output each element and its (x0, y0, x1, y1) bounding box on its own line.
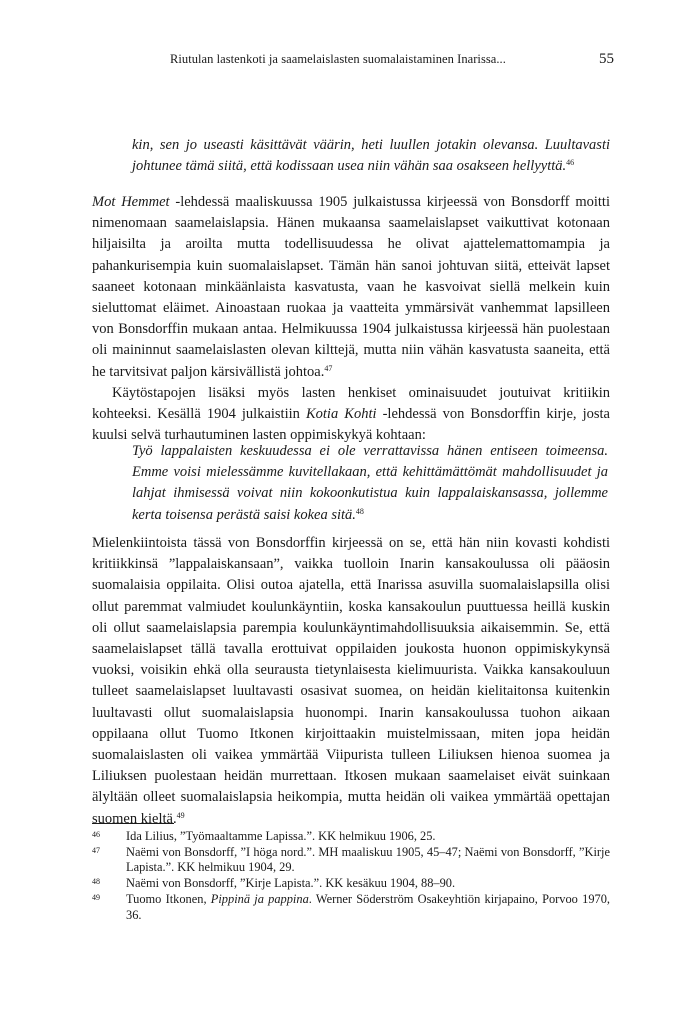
paragraph-text: Käytöstapojen lisäksi myös lasten henkiset ominaisuudet joutuivat kritiikin kohteeksi. Kesällä 1904 julkaistiin (92, 384, 610, 423)
footnote-text: . Werner Söderström Osakeyhtiön kirjapaino, Porvoo 1970, 36. (126, 892, 610, 922)
footnote-number: 48 (92, 877, 100, 887)
book-title: Pippinä ja pappina (210, 892, 309, 907)
paragraph-text: -lehdessä maaliskuussa 1905 julkaistussa kirjeessä von Bonsdorff moitti nimenomaan saamelaislapsia. Hänen mukaansa saamelaislapset vaikuttivat kotonaan hiljaisilta ja aroilta mutta todellisuudessa he olivat ajattelemattomampia ja pahankurisempia kuin suomalaislapset. Tämän hän sanoi johtuvan siitä, etteivät lapset saaneet kotonaan minkäänlaista kasvatusta, vaan he kasvoivat siellä melkein kuin sieluttomat eläimet. Ainoastaan ruokaa ja vaatteita ymmärsivät vanhemmat lapsilleen von Bonsdorffin mukaan antaa. Helmikuussa 1904 julkaistussa kirjeessä hän puolestaan oli maininnut saamelaislasten olevan kilttejä, mutta niin vähän kasvatusta saaneita, että he tarvitsivat paljon kärsivällistä johtoa. (92, 194, 610, 380)
running-title: Riutulan lastenkoti ja saamelaislasten suomalaistaminen Inarissa... (170, 52, 506, 66)
paragraph-text: -lehdessä von Bonsdorffin kirje, josta kuulsi selvä turhautuminen lasten oppimiskykyä kohtaan: (92, 406, 610, 444)
footnote-49 (92, 892, 610, 923)
footnote-48 (92, 876, 610, 891)
footnote-47 (92, 845, 610, 876)
publication-title: Mot Hemmet (92, 194, 170, 210)
footnote-text: Ida Lilius, ”Työmaaltamme Lapissa.”. KK helmikuu 1906, 25. (126, 829, 436, 843)
quote-text: kin, sen jo useasti käsittävät väärin, heti luullen jotakin olevansa. Luultavasti johtunee tämä siitä, että kodissaan usea niin vähän saa osakseen hellyyttä. (132, 137, 610, 175)
page-number: 55 (599, 51, 614, 67)
publication-title: Kotia Kohti (305, 406, 377, 423)
paragraph-3 (92, 533, 610, 830)
footnote-ref-48[interactable]: 48 (355, 506, 364, 516)
footnote-ref-47[interactable]: 47 (324, 363, 333, 373)
footnote-text: Naëmi von Bonsdorff, ”I höga nord.”. MH maaliskuu 1905, 45–47; Naëmi von Bonsdorff, ”Kirje Lapista.”. KK helmikuu 1904, 29. (126, 844, 610, 875)
footnote-number: 46 (92, 830, 100, 839)
footnote-number: 47 (92, 845, 100, 855)
footnote-number: 49 (92, 893, 100, 903)
footnotes (92, 829, 610, 923)
paragraph-1 (92, 192, 610, 383)
paragraph-2 (92, 383, 610, 447)
footnote-ref-46[interactable]: 46 (566, 158, 575, 168)
footnote-divider (92, 823, 174, 824)
body-text-2 (92, 533, 610, 830)
footnote-text: Naëmi von Bonsdorff, ”Kirje Lapista.”. KK kesäkuu 1904, 88–90. (126, 876, 456, 891)
quote-text: Työ lappalaisten keskuudessa ei ole verrattavissa hänen entiseen toimeensa. Emme voisi mielessämme kuvitellakaan, että kehittämättömät mahdollisuudet ja lahjat ihmisessä voivat niin kokoonkutistua kuin lappalaiskansassa, jollemme kerta toisensa perästä saisi kokea sitä. (132, 443, 608, 523)
block-quote-1 (132, 135, 610, 177)
body-text-1 (92, 192, 610, 446)
footnote-ref-49[interactable]: 49 (176, 810, 185, 820)
footnote-text: Tuomo Itkonen, (126, 892, 211, 907)
footnote-46 (92, 829, 610, 844)
paragraph-text: Mielenkiintoista tässä von Bonsdorffin kirjeessä on se, että hän niin kovasti kohdisti kritiikkinsä ”lappalaiskansaan”, vaikka tuolloin Inarin kansakoulussa oli pääosin suomalaisia oppilaita. Olisi outoa ajatella, että Inarissa asuvilla suomalaislapsilla olisi ollut paremmat valmiudet koulunkäyntiin, koska kansakoulun puuttuessa heillä kuskin oli ollut saamelaislapsia parempia koulunkäyntimahdollisuuksia aikaisemmin. Se, että saamelaislapset tällä tavalla erottuivat oppilaiden joukosta huonon oppimiskykynsä vuoksi, voisikin ehkä olla seurausta tietynlaisesta kielimuurista. Vaikka kansakouluun tulleet saamelaislapset luultavasti osasivat suomea, on heidän kielitaitonsa kuitenkin luultavasti ollut suomalaislapsia huonompi. Inarin kansakoulussa tuohon aikaan oppilaana ollut Tuomo Itkonen kirjoittaakin muistelmissaan, miten jopa heidän suomalaislasten oli vaikea ymmärtää Viipurista tulleen Liliuksen hienoa suomea ja Liliuksen puolestaan heidän murrettaan. Itkosen mukaan saamelaiset eivät suinkaan älyltään olleet suomalaislapsia heikompia, mutta heidän oli vaikea ymmärtää opettajan suomen kieltä. (92, 535, 610, 827)
block-quote-2 (132, 441, 608, 526)
running-header (92, 52, 614, 72)
